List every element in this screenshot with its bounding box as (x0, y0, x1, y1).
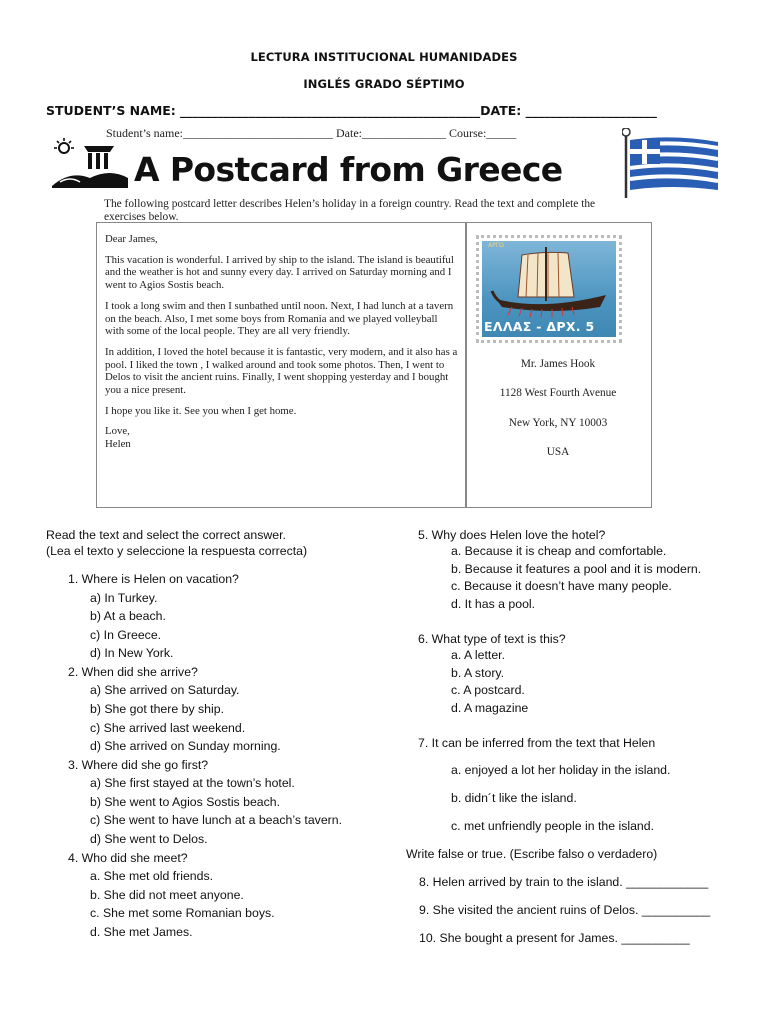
stamp-text: ΕΛΛΑΣ - ΔΡΧ. 5 (484, 319, 595, 334)
letter-paragraph: In addition, I loved the hotel because it is fantastic, very modern, and it also has a pool. I liked the town , I walked around and took some photos. Then, I went to Delos to visit the ancient ruins. Finally, I went shopping yesterday and I bought you a nice present. (105, 345, 458, 397)
question-5-options (451, 544, 701, 614)
letter-signature: Helen (105, 438, 131, 451)
letter-paragraph: I hope you like it. See you when I get home. (105, 404, 297, 417)
answer-option[interactable]: a. A letter. (451, 648, 506, 662)
worksheet-image (48, 126, 728, 518)
answer-option[interactable]: c) She arrived last weekend. (90, 720, 246, 735)
answer-option[interactable]: a) She first stayed at the town’s hotel. (90, 776, 295, 791)
question-1: 1. Where is Helen on vacation? (68, 572, 239, 586)
postcard-letter (105, 233, 459, 451)
left-question-column (68, 572, 398, 944)
letter-paragraph: I took a long swim and then I sunbathed until noon. Next, I had lunch at a tavern on the beach. Also, I met some boys from Romania and we played volleyball with some of the local people. They are all very friendly. (105, 299, 454, 338)
answer-option[interactable]: b) She got there by ship. (90, 701, 224, 716)
answer-option[interactable]: b. A story. (451, 665, 505, 680)
answer-option[interactable]: b. She did not meet anyone. (90, 887, 244, 902)
worksheet-intro: The following postcard letter describes Helen’s holiday in a foreign country. Read the text and complete the exercises below. (104, 198, 596, 223)
letter-paragraph: This vacation is wonderful. I arrived by ship to the island. The island is beautiful and the weather is hot and sunny every day. I arrived on Saturday morning and I went to Agios Sostis beach. (105, 253, 454, 292)
letter-closing: Love, (105, 425, 130, 438)
instructions-en: Read the text and select the correct answer. (46, 528, 286, 542)
answer-option[interactable]: a) In Turkey. (90, 590, 158, 605)
worksheet-top-line: Student’s name:_________________________ Date:______________ Course:_____ (106, 126, 517, 140)
true-false-title: Write false or true. (Escribe falso o verdadero) (406, 847, 658, 861)
school-title: LECTURA INSTITUCIONAL HUMANIDADES (250, 50, 518, 64)
answer-option[interactable]: d) She arrived on Sunday morning. (90, 739, 281, 754)
question-2: 2. When did she arrive? (68, 664, 198, 679)
answer-option[interactable]: a) She arrived on Saturday. (90, 683, 240, 698)
address-city: New York, NY 10003 (508, 417, 608, 429)
answer-option[interactable]: d) In New York. (90, 646, 174, 661)
answer-option[interactable]: c. met unfriendly people in the island. (451, 819, 655, 833)
true-false-item[interactable]: 10. She bought a present for James. __________ (419, 931, 690, 945)
greek-stamp (476, 235, 622, 343)
address-name: Mr. James Hook (520, 358, 596, 370)
answer-option[interactable]: d) She went to Delos. (90, 832, 208, 847)
answer-option[interactable]: b) At a beach. (90, 609, 166, 624)
answer-option[interactable]: a. Because it is cheap and comfortable. (451, 544, 667, 558)
answer-option[interactable]: c. A postcard. (451, 683, 525, 698)
answer-option[interactable]: b. didn´t like the island. (451, 791, 577, 805)
answer-option[interactable]: c) She went to have lunch at a beach’s tavern. (90, 813, 343, 828)
answer-option[interactable]: b. Because it features a pool and it is modern. (451, 561, 702, 576)
true-false-item[interactable]: 8. Helen arrived by train to the island. ____________ (419, 875, 709, 889)
answer-option[interactable]: c. She met some Romanian boys. (90, 906, 275, 921)
grade-title: INGLÉS GRADO SÉPTIMO (303, 77, 465, 91)
true-false-item[interactable]: 9. She visited the ancient ruins of Delos. __________ (419, 903, 711, 917)
address-street: 1128 West Fourth Avenue (499, 387, 617, 399)
question-7-options (451, 763, 670, 847)
answer-option[interactable]: a. enjoyed a lot her holiday in the island. (451, 763, 671, 777)
stamp-small-text: ΑΡΓΩ (488, 242, 504, 249)
answer-option[interactable]: d. She met James. (90, 924, 193, 939)
letter-greeting: Dear James, (105, 233, 158, 245)
instructions-es: (Lea el texto y seleccione la respuesta correcta) (46, 544, 308, 558)
address-country: USA (546, 446, 570, 458)
answer-option[interactable]: a. She met old friends. (90, 869, 214, 884)
student-name-date-line[interactable]: STUDENT’S NAME: ________________________________________________DATE: _____________________ (46, 103, 657, 118)
answer-option[interactable]: d. A magazine (451, 700, 529, 715)
question-6-options (451, 648, 528, 718)
greek-temple-logo-icon (50, 138, 130, 194)
answer-option[interactable]: b) She went to Agios Sostis beach. (90, 794, 281, 809)
worksheet-title: A Postcard from Greece (134, 150, 563, 189)
question-7: 7. It can be inferred from the text that Helen (418, 736, 656, 750)
question-4: 4. Who did she meet? (68, 850, 188, 865)
question-5: 5. Why does Helen love the hotel? (418, 528, 606, 542)
postcard (96, 222, 652, 508)
answer-option[interactable]: d. It has a pool. (451, 596, 536, 611)
greek-flag-icon (622, 128, 722, 198)
answer-option[interactable]: c) In Greece. (90, 627, 162, 642)
question-6: 6. What type of text is this? (418, 632, 566, 646)
postcard-divider (465, 223, 467, 507)
answer-option[interactable]: c. Because it doesn’t have many people. (451, 579, 672, 594)
question-3: 3. Where did she go first? (68, 757, 209, 772)
